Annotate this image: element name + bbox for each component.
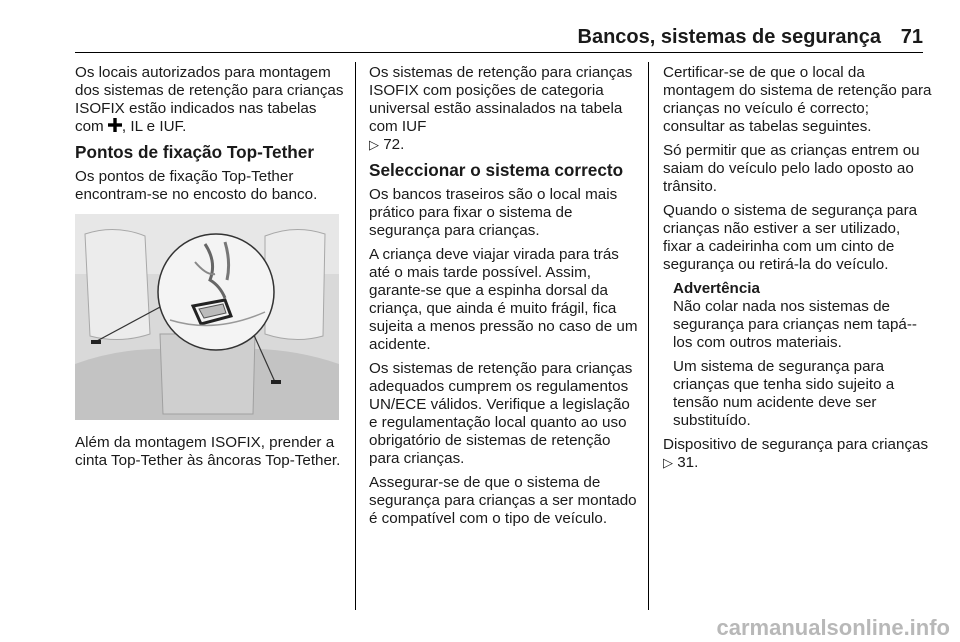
paragraph: Quando o sistema de segurança para crianças não estiver a ser utilizado, fixar a cadeirinha com um cinto de segurança ou retirá-la do veículo. [663, 202, 918, 273]
page-reference[interactable]: 31. [677, 454, 699, 471]
header-rule [75, 52, 923, 53]
page-reference[interactable]: 72. [383, 136, 405, 153]
section-heading: Pontos de fixação Top-Tether [75, 142, 315, 162]
paragraph [369, 64, 639, 154]
paragraph: Só permitir que as crianças entrem ou saiam do veículo pelo lado oposto ao trânsito. [663, 142, 920, 195]
paragraph [75, 64, 345, 136]
column-divider [648, 62, 649, 610]
paragraph-text: , IL e IUF. [121, 118, 187, 135]
paragraph: Certificar-se de que o local da montagem do sistema de retenção para crianças no veículo é correcto; consultar as tabelas seguintes. [663, 64, 932, 135]
paragraph-text: Os locais autorizados para montagem dos sistemas de retenção para crianças ISOFIX estão indicados nas tabelas com [75, 64, 344, 135]
paragraph-text: Os sistemas de retenção para crianças ISOFIX com posições de categoria universal estão assinalados na tabela com IUF [369, 64, 633, 135]
column-1 [75, 64, 345, 476]
paragraph: Assegurar-se de que o sistema de segurança para crianças a ser montado é compatível com o tipo de veículo. [369, 474, 637, 527]
section-heading: Seleccionar o sistema correcto [369, 160, 624, 180]
paragraph: Os pontos de fixação Top-Tether encontram-se no encosto do banco. [75, 168, 318, 203]
paragraph: A criança deve viajar virada para trás até o mais tarde possível. Assim, garante-se que a espinha dorsal da criança, que ainda é muito frágil, fica sujeita a menos pressão no caso de um acidente. [369, 246, 638, 353]
column-divider [355, 62, 356, 610]
warning-box [663, 280, 933, 430]
watermark: carmanualsonline.info [716, 615, 950, 640]
page-reference-icon: ▷ [369, 137, 379, 152]
page-header [75, 26, 923, 54]
column-3 [663, 64, 933, 478]
top-tether-illustration [75, 214, 339, 420]
page-title: Bancos, sistemas de segurança [577, 26, 881, 48]
warning-title: Advertência [673, 280, 760, 297]
warning-text: Não colar nada nos sistemas de segurança para crianças nem tapá--los com outros materiais. [673, 298, 917, 351]
page-reference-icon: ▷ [663, 455, 673, 470]
warning-text: Um sistema de segurança para crianças que tenha sido sujeito a tensão num acidente deve ser substituído. [673, 358, 895, 429]
isofix-plus-icon [108, 118, 122, 135]
paragraph: Os sistemas de retenção para crianças adequados cumprem os regulamentos UN/ECE válidos. Verifique a legislação e regulamentação local quanto ao uso obrigatório de sistemas de retenção para crianças. [369, 360, 633, 467]
column-2 [369, 64, 639, 534]
paragraph: Os bancos traseiros são o local mais prático para fixar o sistema de segurança para crianças. [369, 186, 618, 239]
paragraph: Além da montagem ISOFIX, prender a cinta Top-Tether às âncoras Top-Tether. [75, 434, 341, 469]
paragraph [663, 436, 933, 472]
page-number: 71 [900, 26, 923, 48]
paragraph-text: Dispositivo de segurança para crianças [663, 436, 929, 453]
